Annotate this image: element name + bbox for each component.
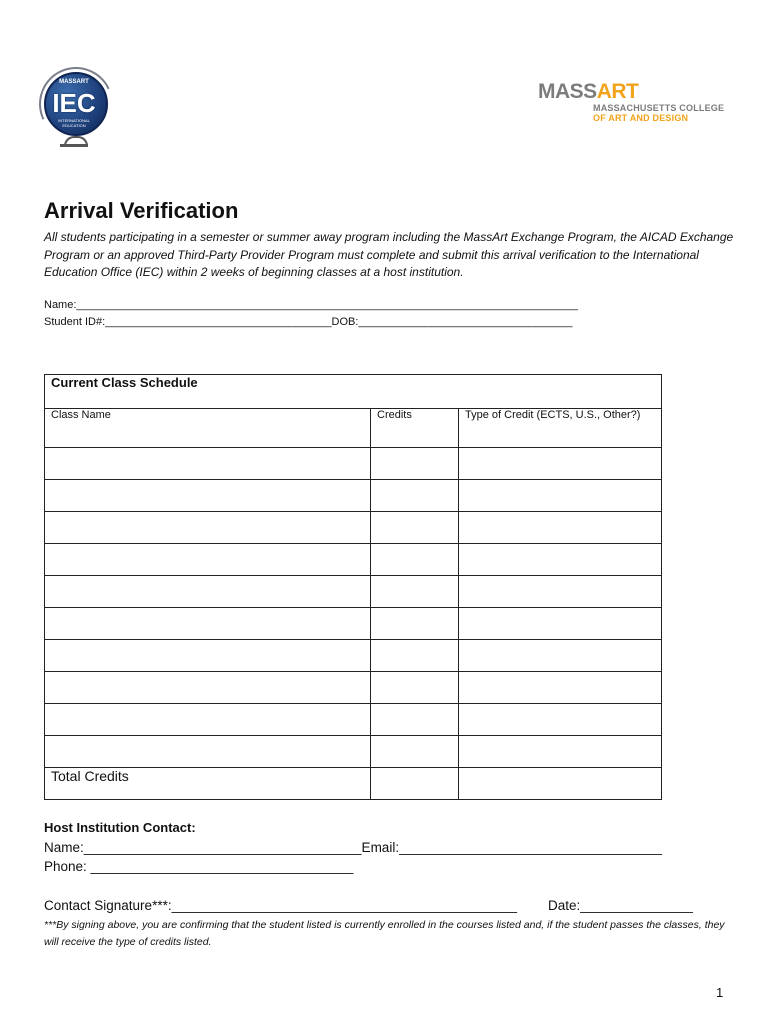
intro-paragraph: All students participating in a semester or summer away program including the MassArt Exchange Program, the AICAD Exchange Program or an approved Third-Party Provider Program must complete and submit this arrival verification to the International Education Office (IEC) within 2 weeks of beginning classes at a host institution. (44, 230, 734, 279)
class-name-cell[interactable] (45, 672, 371, 704)
credit-type-cell[interactable] (459, 640, 662, 672)
credits-cell[interactable] (371, 704, 459, 736)
credit-type-cell[interactable] (459, 480, 662, 512)
credit-type-cell[interactable] (459, 512, 662, 544)
credits-cell[interactable] (371, 576, 459, 608)
credit-type-cell[interactable] (459, 736, 662, 768)
class-name-cell[interactable] (45, 736, 371, 768)
host-phone-field[interactable]: Phone: ___________________________________ (44, 859, 354, 874)
total-credits-row (45, 768, 662, 800)
iec-logo-top-text: MASSART (59, 79, 89, 85)
column-header-class-name: Class Name (45, 409, 371, 448)
credits-cell[interactable] (371, 736, 459, 768)
class-name-cell[interactable] (45, 608, 371, 640)
class-name-cell[interactable] (45, 512, 371, 544)
credit-type-cell[interactable] (459, 448, 662, 480)
credit-type-cell[interactable] (459, 576, 662, 608)
credits-cell[interactable] (371, 512, 459, 544)
class-name-cell[interactable] (45, 448, 371, 480)
credits-cell[interactable] (371, 608, 459, 640)
table-row (45, 544, 662, 576)
massart-logo-line1: MASSACHUSETTS COLLEGE (593, 103, 725, 113)
credits-cell[interactable] (371, 448, 459, 480)
credit-type-cell[interactable] (459, 672, 662, 704)
credit-type-cell[interactable] (459, 704, 662, 736)
class-name-cell[interactable] (45, 640, 371, 672)
table-row (45, 736, 662, 768)
class-name-cell[interactable] (45, 544, 371, 576)
globe-base-icon (60, 144, 88, 147)
total-credits-label: Total Credits (45, 768, 371, 800)
class-name-cell[interactable] (45, 480, 371, 512)
iec-logo-main-text: IEC (52, 88, 96, 118)
massart-logo (538, 80, 728, 124)
credits-cell[interactable] (371, 544, 459, 576)
iec-logo (42, 70, 110, 152)
credits-cell[interactable] (371, 480, 459, 512)
student-name-field[interactable]: Name:__________________________________________________________________________________ (44, 299, 579, 311)
table-row (45, 672, 662, 704)
credits-cell[interactable] (371, 672, 459, 704)
table-row (45, 512, 662, 544)
massart-logo-mass: MASS (538, 80, 597, 103)
table-row (45, 576, 662, 608)
signature-date-field[interactable]: Date:_______________ (548, 898, 693, 913)
schedule-heading: Current Class Schedule (45, 375, 662, 409)
contact-signature-field[interactable]: Contact Signature***:______________________________________________ (44, 898, 517, 913)
table-row (45, 608, 662, 640)
massart-logo-line2: OF ART AND DESIGN (593, 113, 689, 123)
table-row (45, 480, 662, 512)
host-name-email-field[interactable]: Name:_____________________________________Email:___________________________________ (44, 840, 662, 855)
table-row (45, 448, 662, 480)
massart-logo-art: ART (596, 80, 639, 103)
page-number: 1 (716, 985, 724, 1000)
iec-logo-bottom-text: INTERNATIONAL EDUCATION (58, 118, 90, 128)
class-name-cell[interactable] (45, 704, 371, 736)
page-title: Arrival Verification (44, 198, 239, 223)
signature-footnote: ***By signing above, you are confirming that the student listed is currently enrolled in the courses listed and, if the student passes the classes, they will receive the type of credits listed. (44, 919, 725, 948)
column-header-credits: Credits (371, 409, 459, 448)
class-schedule-table (44, 374, 662, 800)
total-credits-cell[interactable] (371, 768, 459, 800)
credit-type-cell[interactable] (459, 544, 662, 576)
class-name-cell[interactable] (45, 576, 371, 608)
host-contact-heading: Host Institution Contact: (44, 820, 196, 835)
total-credit-type-cell[interactable] (459, 768, 662, 800)
table-row (45, 640, 662, 672)
student-id-dob-field[interactable]: Student ID#:_____________________________________DOB:___________________________________ (44, 316, 573, 328)
column-header-credit-type: Type of Credit (ECTS, U.S., Other?) (459, 409, 662, 448)
credit-type-cell[interactable] (459, 608, 662, 640)
table-row (45, 704, 662, 736)
credits-cell[interactable] (371, 640, 459, 672)
